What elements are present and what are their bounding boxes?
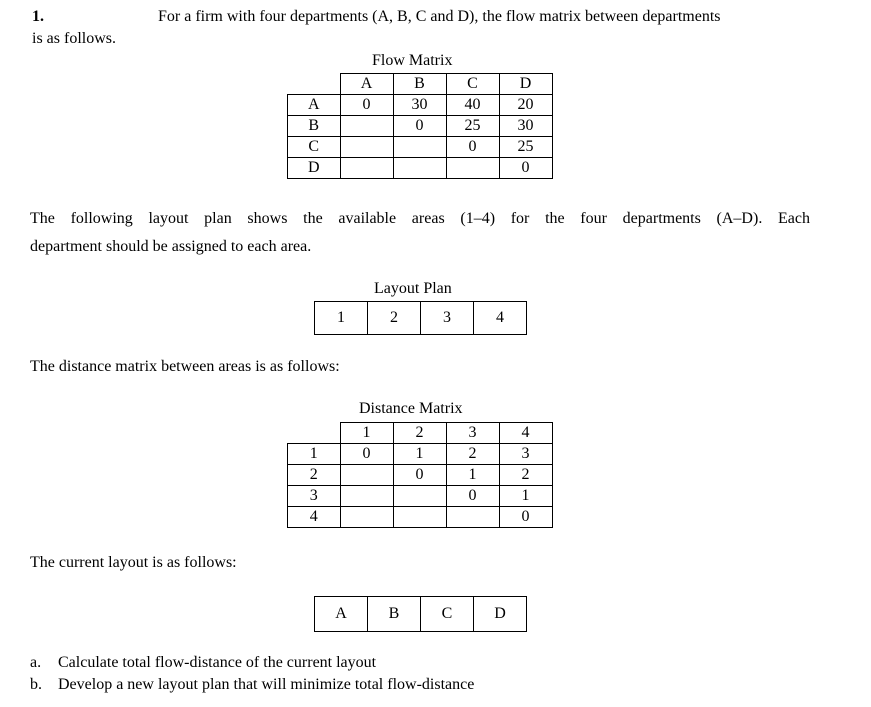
distance-matrix-caption: Distance Matrix [359,400,463,417]
dist-row-label: 2 [288,465,341,486]
dist-cell: 0 [393,465,446,486]
problem-intro-line2: is as follows. [32,30,116,47]
dist-cell: 2 [446,444,499,465]
flow-cell: 30 [393,95,446,116]
current-area-cell: A [315,597,368,632]
problem-number: 1. [32,8,44,25]
flow-col-d: D [499,74,552,95]
list-item [30,674,474,696]
list-item [30,652,474,674]
question-text: Develop a new layout plan that will minimize total flow-distance [58,676,475,693]
problem-intro-line1: For a firm with four departments (A, B, C and D), the flow matrix between departments [158,8,721,25]
flow-col-c: C [446,74,499,95]
dist-col-2: 2 [393,423,446,444]
flow-cell [340,137,393,158]
dist-cell: 0 [499,507,552,528]
flow-matrix-caption: Flow Matrix [372,52,453,69]
dist-row-label: 3 [288,486,341,507]
dist-cell: 3 [499,444,552,465]
flow-row-label: C [288,137,341,158]
question-text: Calculate total flow-distance of the current layout [58,654,377,671]
current-area-cell: B [368,597,421,632]
flow-cell [393,158,446,179]
dist-row-label: 4 [288,507,341,528]
distance-text: The distance matrix between areas is as follows: [30,358,340,375]
flow-cell: 30 [499,116,552,137]
layout-text-line1: The following layout plan shows the available areas (1–4) for the four departments (A–D). Each [30,210,810,227]
flow-cell: 25 [499,137,552,158]
current-layout-table [314,596,527,632]
table-row [288,465,553,486]
flow-cell: 0 [393,116,446,137]
flow-cell: 0 [446,137,499,158]
flow-cell [446,158,499,179]
layout-text-line2: department should be assigned to each area. [30,238,312,255]
dist-cell [393,507,446,528]
flow-cell: 0 [340,95,393,116]
flow-row-label: A [288,95,341,116]
flow-cell: 20 [499,95,552,116]
table-row [288,95,553,116]
area-cell: 3 [421,302,474,335]
area-cell: 4 [474,302,527,335]
flow-col-b: B [393,74,446,95]
table-row [288,507,553,528]
flow-matrix-table [287,73,553,179]
flow-col-a: A [340,74,393,95]
distance-matrix-table [287,422,553,528]
table-row [288,137,553,158]
question-marker: a. [30,654,42,671]
dist-cell [446,507,499,528]
flow-cell: 0 [499,158,552,179]
flow-cell [340,158,393,179]
flow-cell: 40 [446,95,499,116]
flow-cell [340,116,393,137]
dist-cell: 1 [499,486,552,507]
flow-cell [393,137,446,158]
layout-plan-caption: Layout Plan [374,280,452,297]
dist-cell: 1 [446,465,499,486]
dist-row-label: 1 [288,444,341,465]
flow-cell: 25 [446,116,499,137]
table-row [288,486,553,507]
dist-cell [393,486,446,507]
dist-col-1: 1 [340,423,393,444]
dist-cell: 0 [340,444,393,465]
current-area-cell: C [421,597,474,632]
dist-cell: 2 [499,465,552,486]
flow-row-label: B [288,116,341,137]
dist-cell: 0 [446,486,499,507]
question-marker: b. [30,676,42,693]
dist-col-3: 3 [446,423,499,444]
current-layout-text: The current layout is as follows: [30,554,237,571]
area-cell: 1 [315,302,368,335]
table-row [288,444,553,465]
current-area-cell: D [474,597,527,632]
dist-cell [340,465,393,486]
question-list [30,652,474,696]
table-row [288,116,553,137]
dist-col-4: 4 [499,423,552,444]
dist-cell [340,486,393,507]
flow-row-label: D [288,158,341,179]
layout-plan-table [314,301,527,335]
table-row [288,158,553,179]
dist-cell [340,507,393,528]
dist-cell: 1 [393,444,446,465]
area-cell: 2 [368,302,421,335]
